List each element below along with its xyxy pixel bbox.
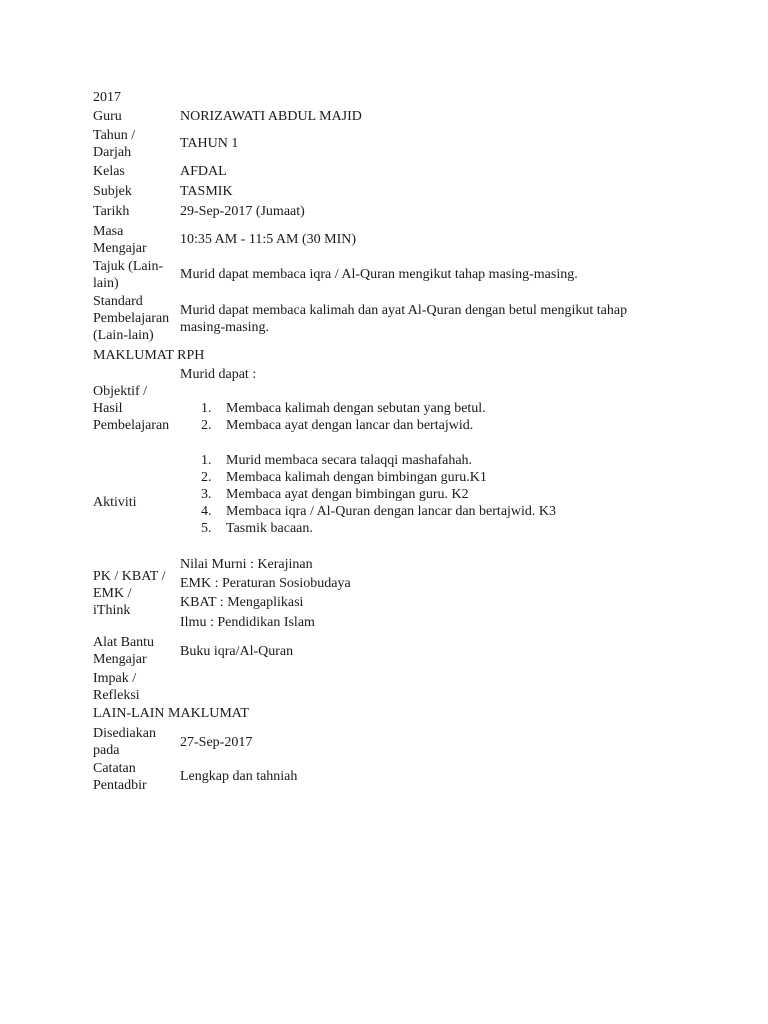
impak-label: Impak / Refleksi: [93, 671, 140, 703]
pk-nilai-murni: Nilai Murni : Kerajinan: [180, 557, 313, 572]
catatan-label: Catatan Pentadbir: [93, 761, 147, 793]
pk-kbat: KBAT : Mengaplikasi: [180, 595, 304, 610]
disediakan-value: 27-Sep-2017: [180, 735, 253, 750]
pk-emk: EMK : Peraturan Sosiobudaya: [180, 576, 351, 591]
masa-label: Masa Mengajar: [93, 224, 147, 256]
standard-value: Murid dapat membaca kalimah dan ayat Al-Quran dengan betul mengikut tahap masing-masing.: [180, 303, 628, 335]
tarikh-label: Tarikh: [93, 204, 130, 219]
objektif-label: Objektif / Hasil Pembelajaran: [93, 384, 170, 433]
subjek-value: TASMIK: [180, 184, 233, 199]
list-item: 2. Membaca ayat dengan lancar dan bertajwid.: [201, 418, 474, 433]
section-lain-lain-maklumat: LAIN-LAIN MAKLUMAT: [93, 706, 249, 721]
section-maklumat-rph: MAKLUMAT RPH: [93, 348, 205, 363]
list-item: 1. Membaca kalimah dengan sebutan yang betul.: [201, 401, 486, 416]
kelas-label: Kelas: [93, 164, 125, 179]
kelas-value: AFDAL: [180, 164, 227, 179]
aktiviti-list: [180, 452, 556, 537]
catatan-value: Lengkap dan tahniah: [180, 769, 298, 784]
pk-ilmu: Ilmu : Pendidikan Islam: [180, 615, 315, 630]
tajuk-value: Murid dapat membaca iqra / Al-Quran mengikut tahap masing-masing.: [180, 267, 578, 282]
masa-value: 10:35 AM - 11:5 AM (30 MIN): [180, 232, 357, 247]
guru-label: Guru: [93, 109, 122, 124]
tahun-value: TAHUN 1: [180, 136, 239, 151]
objektif-intro: Murid dapat :: [180, 367, 257, 382]
tahun-label: Tahun / Darjah: [93, 128, 136, 160]
objektif-list: [180, 400, 486, 434]
disediakan-label: Disediakan pada: [93, 726, 156, 758]
standard-label: Standard Pembelajaran (Lain-lain): [93, 294, 170, 343]
list-item: 5. Tasmik bacaan.: [201, 521, 313, 536]
tajuk-label: Tajuk (Lain- lain): [93, 259, 164, 291]
aktiviti-label: Aktiviti: [93, 495, 137, 510]
year: 2017: [93, 90, 121, 105]
tarikh-value: 29-Sep-2017 (Jumaat): [180, 204, 305, 219]
alat-label: Alat Bantu Mengajar: [93, 635, 155, 667]
list-item: 3. Membaca ayat dengan bimbingan guru. K2: [201, 487, 469, 502]
list-item: 4. Membaca iqra / Al-Quran dengan lancar dan bertajwid. K3: [201, 504, 557, 519]
alat-value: Buku iqra/Al-Quran: [180, 644, 294, 659]
pk-label: PK / KBAT / EMK / iThink: [93, 569, 166, 618]
subjek-label: Subjek: [93, 184, 132, 199]
guru-value: NORIZAWATI ABDUL MAJID: [180, 109, 362, 124]
list-item: 1. Murid membaca secara talaqqi mashafahah.: [201, 453, 473, 468]
list-item: 2. Membaca kalimah dengan bimbingan guru.K1: [201, 470, 487, 485]
